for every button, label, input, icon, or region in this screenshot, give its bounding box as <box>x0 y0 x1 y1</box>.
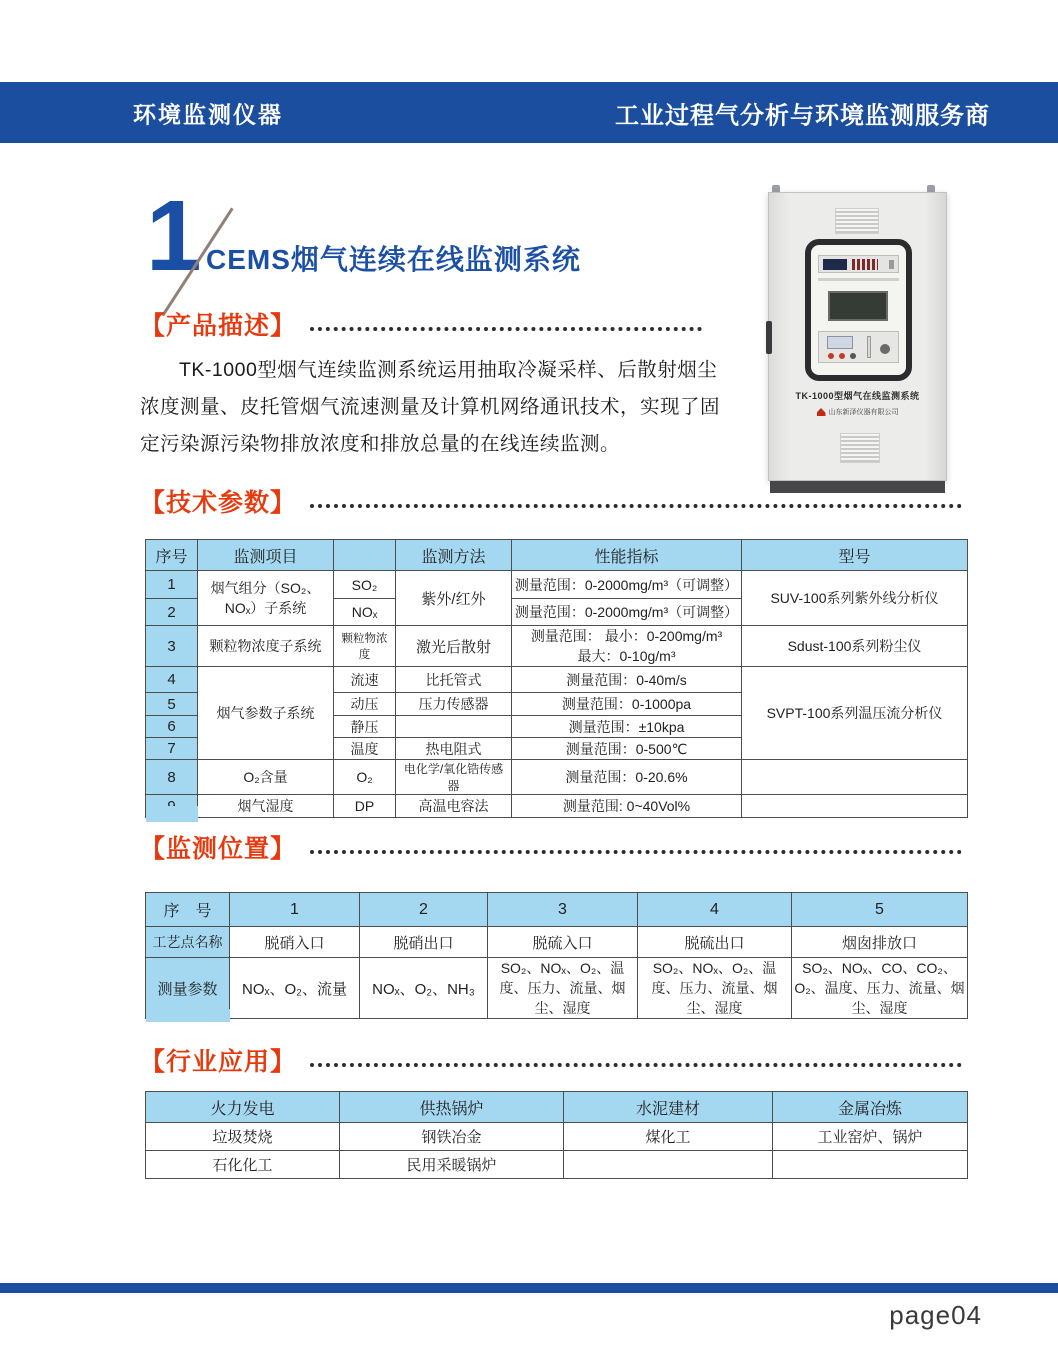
analyzer-slot <box>889 260 894 269</box>
sub-item-cell: 动压 <box>334 693 396 716</box>
dotted-rule <box>310 1063 962 1067</box>
performance-cell: 测量范围：0-500℃ <box>512 738 742 760</box>
model-cell: Sdust-100系列粉尘仪 <box>742 626 968 667</box>
section-heading: 【产品描述】 <box>140 312 297 340</box>
method-cell: 比托管式 <box>396 667 512 693</box>
column-header: 型号 <box>742 540 968 571</box>
method-cell: 激光后散射 <box>396 626 512 667</box>
monitor-item-cell: O₂含量 <box>198 760 334 795</box>
rack-divider <box>818 278 899 281</box>
section-number: 1 <box>146 180 202 292</box>
process-point-cell: 脱硫出口 <box>638 927 792 958</box>
product-photo <box>742 176 967 494</box>
performance-line: 测量范围： 最小：0-200mg/m³ <box>530 628 723 644</box>
method-cell: 电化学/氧化锆传感器 <box>396 760 512 795</box>
performance-cell: 测量范围：0-2000mg/m³（可调整） <box>512 571 742 599</box>
performance-cell: 测量范围：0-40m/s <box>512 667 742 693</box>
column-header: 金属冶炼 <box>773 1092 968 1123</box>
row-header: 测量参数 <box>146 958 230 1019</box>
method-cell: 紫外/红外 <box>396 571 512 626</box>
column-header: 监测项目 <box>198 540 334 571</box>
control-knob <box>880 344 890 354</box>
process-point-cell: 脱硝出口 <box>360 927 488 958</box>
control-display <box>827 336 853 349</box>
performance-cell <box>512 626 742 667</box>
dotted-rule <box>310 327 702 331</box>
row-index: 1 <box>146 571 198 599</box>
industry-cell <box>773 1151 968 1179</box>
section-heading: 【技术参数】 <box>140 489 297 517</box>
monitor-item-cell: 烟气湿度 <box>198 795 334 818</box>
product-desc-paragraph: TK-1000型烟气连续监测系统运用抽取冷凝采样、后散射烟尘浓度测量、皮托管烟气流速测量及计算机网络通讯技术，实现了固定污染源污染物排放浓度和排放总量的在线连续监测。 <box>140 359 721 455</box>
section-heading: 【监测位置】 <box>140 835 297 863</box>
footer-bar <box>0 1283 1058 1293</box>
industry-cell: 垃圾焚烧 <box>146 1123 340 1151</box>
method-cell: 热电阻式 <box>396 738 512 760</box>
column-header: 供热锅炉 <box>340 1092 564 1123</box>
model-cell: SUV-100系列紫外线分析仪 <box>742 571 968 626</box>
row-index: 6 <box>146 716 198 738</box>
monitor-item-cell: 烟气组分（SO₂、NOₓ）子系统 <box>198 571 334 626</box>
performance-cell: 测量范围：0-2000mg/m³（可调整） <box>512 599 742 626</box>
company-name: 山东新泽仪器有限公司 <box>828 409 899 416</box>
gas-analyzer-module <box>818 255 899 273</box>
measure-params-cell: SO₂、NOₓ、CO、CO₂、O₂、温度、压力、流量、烟尘、湿度 <box>792 958 968 1019</box>
model-cell <box>742 795 968 818</box>
section-product-desc <box>140 306 702 342</box>
measure-params-cell: NOₓ、O₂、流量 <box>230 958 360 1019</box>
process-point-cell: 烟囱排放口 <box>792 927 968 958</box>
analyzer-display <box>823 259 847 270</box>
sub-item-cell: 温度 <box>334 738 396 760</box>
model-cell: SVPT-100系列温压流分析仪 <box>742 667 968 760</box>
header-right-title: 工业过程气分析与环境监测服务商 <box>615 102 990 129</box>
control-button-red <box>828 353 834 359</box>
column-header: 5 <box>792 893 968 927</box>
sub-item-cell: DP <box>334 795 396 818</box>
control-button-gray <box>850 353 856 359</box>
method-cell <box>396 716 512 738</box>
monitor-item-cell: 烟气参数子系统 <box>198 667 334 760</box>
dotted-rule <box>310 504 962 508</box>
sub-item-cell: SO₂ <box>334 571 396 599</box>
control-module <box>818 331 899 363</box>
row-index: 2 <box>146 599 198 626</box>
column-header: 1 <box>230 893 360 927</box>
row-index: 4 <box>146 667 198 693</box>
industry-cell: 煤化工 <box>564 1123 773 1151</box>
cabinet-model-label: TK-1000型烟气在线监测系统 <box>795 391 920 401</box>
corner-header: 序 号 <box>146 893 230 927</box>
company-logo-icon <box>817 408 826 416</box>
column-header: 4 <box>638 893 792 927</box>
measure-params-cell: SO₂、NOₓ、O₂、温度、压力、流量、烟尘、湿度 <box>638 958 792 1019</box>
sub-item-cell: 流速 <box>334 667 396 693</box>
header-bar <box>0 82 1058 143</box>
row-index: 3 <box>146 626 198 667</box>
table-column-stub <box>146 1009 230 1022</box>
industry-cell: 钢铁冶金 <box>340 1123 564 1151</box>
performance-cell: 测量范围：±10kpa <box>512 716 742 738</box>
model-cell <box>742 760 968 795</box>
performance-cell: 测量范围: 0~40Vol% <box>512 795 742 818</box>
tech-params-table <box>145 539 968 818</box>
performance-cell: 测量范围：0-20.6% <box>512 760 742 795</box>
row-header: 工艺点名称 <box>146 927 230 958</box>
table-column-stub <box>146 806 198 822</box>
row-index: 5 <box>146 693 198 716</box>
column-header: 监测方法 <box>396 540 512 571</box>
column-header: 序号 <box>146 540 198 571</box>
column-header: 火力发电 <box>146 1092 340 1123</box>
measure-params-cell: SO₂、NOₓ、O₂、温度、压力、流量、烟尘、湿度 <box>488 958 638 1019</box>
process-point-cell: 脱硫入口 <box>488 927 638 958</box>
industry-cell: 工业窑炉、锅炉 <box>773 1123 968 1151</box>
row-index: 7 <box>146 738 198 760</box>
row-index: 8 <box>146 760 198 795</box>
dotted-rule <box>310 850 962 854</box>
section-heading: 【行业应用】 <box>140 1048 297 1076</box>
cabinet-window <box>805 239 912 381</box>
industry-app-table <box>145 1091 968 1179</box>
section-monitor-position <box>140 829 962 865</box>
monitor-screen <box>828 291 888 321</box>
section-industry-app <box>140 1042 962 1078</box>
performance-line: 最大：0-10g/m³ <box>577 648 676 664</box>
sub-item-cell: 静压 <box>334 716 396 738</box>
process-point-cell: 脱硝入口 <box>230 927 360 958</box>
section-tech-params <box>140 483 962 519</box>
cabinet-company-line <box>769 407 946 417</box>
monitor-item-cell: 颗粒物浓度子系统 <box>198 626 334 667</box>
sub-item-cell: 颗粒物浓度 <box>334 626 396 667</box>
cabinet-bottom-vent <box>840 433 880 463</box>
cabinet-handle <box>766 321 772 354</box>
column-header: 性能指标 <box>512 540 742 571</box>
page-number: page04 <box>889 1300 982 1330</box>
industry-cell: 石化化工 <box>146 1151 340 1179</box>
industry-cell: 民用采暖锅炉 <box>340 1151 564 1179</box>
industry-cell <box>564 1151 773 1179</box>
monitor-position-table <box>145 892 968 1019</box>
column-header: 2 <box>360 893 488 927</box>
performance-cell: 测量范围：0-1000pa <box>512 693 742 716</box>
header-left-title: 环境监测仪器 <box>133 101 283 127</box>
method-cell: 压力传感器 <box>396 693 512 716</box>
measure-params-cell: NOₓ、O₂、NH₃ <box>360 958 488 1019</box>
cabinet-body <box>768 192 947 481</box>
sub-item-cell: NOₓ <box>334 599 396 626</box>
flow-gauge <box>867 336 871 358</box>
control-button-red <box>839 353 845 359</box>
method-cell: 高温电容法 <box>396 795 512 818</box>
analyzer-keypad <box>852 259 878 270</box>
cabinet-top-vent <box>835 208 879 234</box>
sub-item-cell: O₂ <box>334 760 396 795</box>
column-header: 3 <box>488 893 638 927</box>
column-header: 水泥建材 <box>564 1092 773 1123</box>
column-header <box>334 540 396 571</box>
page-title: CEMS烟气连续在线监测系统 <box>206 244 581 275</box>
